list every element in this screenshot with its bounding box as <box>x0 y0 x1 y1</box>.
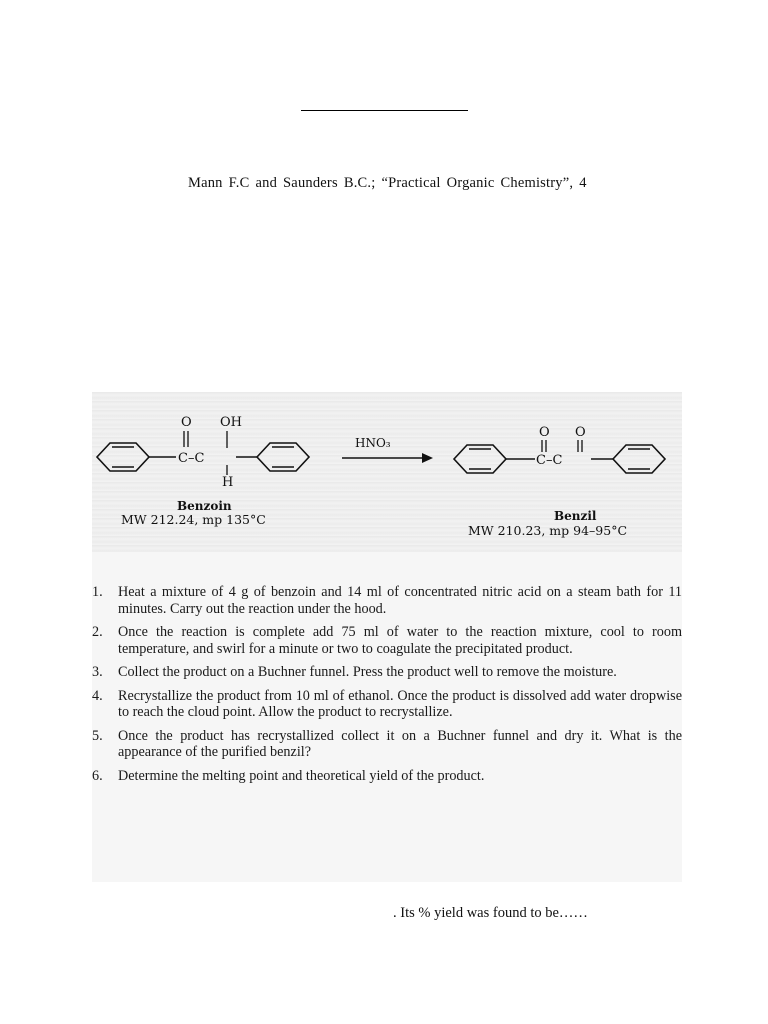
reaction-scheme <box>92 392 682 552</box>
benzoin-carbonyl-o: O <box>181 415 192 430</box>
benzoin-name: Benzoin <box>177 499 232 513</box>
reference-citation: Mann F.C and Saunders B.C.; “Practical Organic Chemistry”, 4 <box>188 175 587 191</box>
step-text: Collect the product on a Buchner funnel. Press the product well to remove the moisture. <box>118 664 617 680</box>
benzil-left-ring-icon <box>454 445 506 473</box>
step-number: 5. <box>92 727 103 744</box>
procedure-step <box>92 664 682 681</box>
scanned-procedure <box>92 392 682 882</box>
step-number: 4. <box>92 687 103 704</box>
step-text: Once the product has recrystallized collect it on a Buchner funnel and dry it. What is the appearance of the purified benzil? <box>118 727 682 760</box>
top-rule <box>301 110 468 111</box>
step-number: 1. <box>92 584 103 600</box>
benzoin-left-ring-icon <box>97 443 149 471</box>
yield-note: . Its % yield was found to be…… <box>393 905 588 921</box>
benzoin-properties: MW 212.24, mp 135°C <box>121 512 266 527</box>
step-text: Once the reaction is complete add 75 ml of water to the reaction mixture, cool to room temperature, and swirl for a minute or two to coagulate the precipitated product. <box>118 624 682 657</box>
procedure-step <box>92 688 682 721</box>
reaction-arrow-icon <box>422 453 433 463</box>
benzoin-hydrogen: H <box>222 475 234 490</box>
benzoin-backbone: C–C <box>178 451 205 466</box>
procedure-steps <box>92 584 682 791</box>
step-number: 2. <box>92 624 103 640</box>
benzil-carbonyl-o2: O <box>575 425 586 440</box>
step-number: 6. <box>92 767 103 784</box>
procedure-step <box>92 768 682 785</box>
benzoin-hydroxyl-oh: OH <box>220 415 242 430</box>
step-text: Recrystallize the product from 10 ml of ethanol. Once the product is dissolved add water dropwise to reach the cloud point. Allow the product to recrystallize. <box>118 687 682 720</box>
procedure-step <box>92 728 682 761</box>
step-text: Determine the melting point and theoretical yield of the product. <box>118 767 485 784</box>
procedure-step <box>92 624 682 657</box>
procedure-step <box>92 584 682 617</box>
benzil-right-ring-icon <box>613 445 665 473</box>
benzoin-right-ring-icon <box>257 443 309 471</box>
benzil-properties: MW 210.23, mp 94–95°C <box>468 523 628 538</box>
step-number: 3. <box>92 664 103 680</box>
benzil-name: Benzil <box>554 509 597 523</box>
step-text: Heat a mixture of 4 g of benzoin and 14 ml of concentrated nitric acid on a steam bath for 11 minutes. Carry out the reaction under the hood. <box>118 584 682 617</box>
reagent-label: HNO₃ <box>355 436 391 450</box>
benzil-carbonyl-o1: O <box>539 425 550 440</box>
benzil-backbone: C–C <box>536 453 563 468</box>
